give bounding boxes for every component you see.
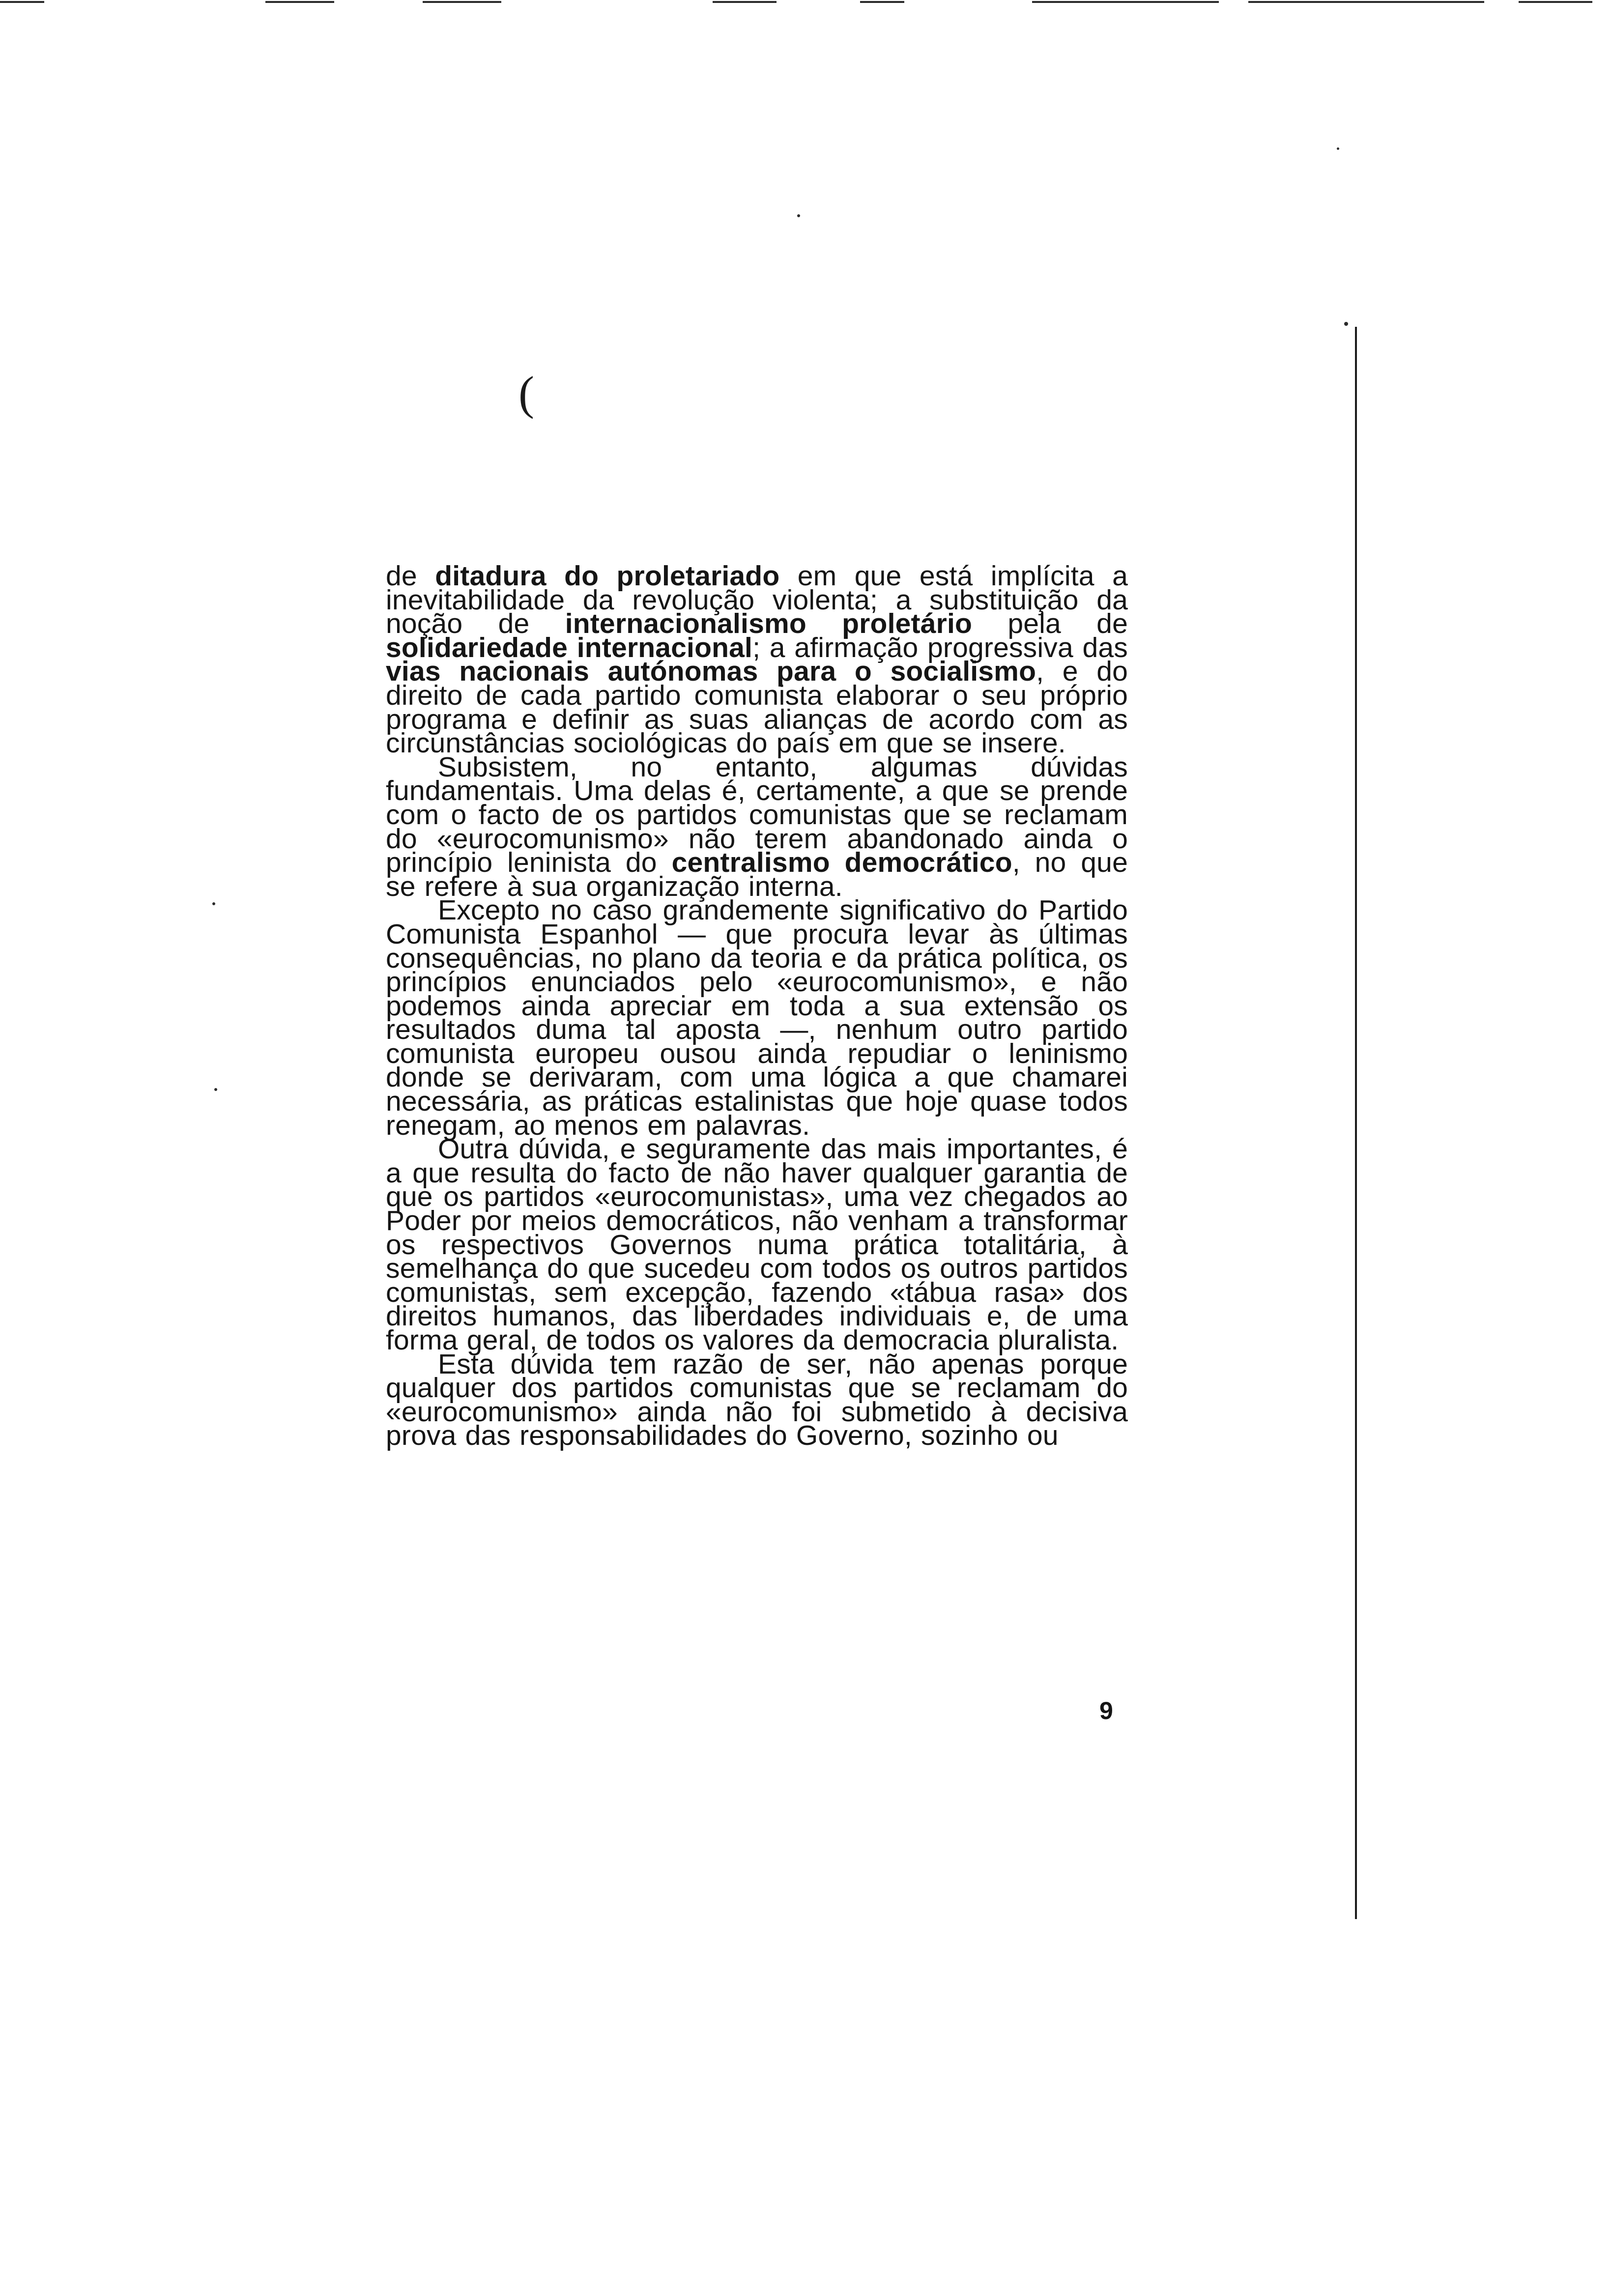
margin-mark: (: [518, 367, 534, 419]
text-run: , no que se refere à sua organização interna.: [386, 847, 1128, 902]
paragraph: [386, 1133, 1128, 1356]
body-text: [386, 560, 1128, 1452]
bold-term: centralismo democrático: [671, 847, 1012, 879]
bold-term: ditadura do proletariado: [435, 560, 780, 592]
paragraph: [386, 1348, 1128, 1452]
scan-margin-rule: [1355, 327, 1357, 1919]
text-run: ; a afirmação progressiva das: [752, 631, 1128, 663]
bold-term: solidariedade internacional: [386, 631, 753, 663]
text-run: Excepto no caso grandemente significativo do Partido Comunista Espanhol — que procura levar às últimas consequências, no plano da teoria e da prática política, os princípios enunciados pelo «eurocomunismo», e não podemos ainda apreciar em toda a sua extensão os resultados duma tal aposta —, nenhum outro partido comunista europeu ousou ainda repudiar o leninismo donde se derivaram, com uma lógica a que chamarei necessária, as práticas estalinistas que hoje quase todos renegam, ao menos em palavras.: [386, 894, 1128, 1141]
text-run: Esta dúvida tem razão de ser, não apenas porque qualquer dos partidos comunistas que se reclamam do «eurocomunismo» ainda não foi submetido à decisiva prova das responsabilidades do Governo, sozinho ou: [386, 1348, 1128, 1452]
scan-speck: [212, 902, 215, 905]
page-number: 9: [1099, 1697, 1113, 1724]
paragraph: [386, 560, 1128, 759]
bold-term: internacionalismo proletário: [565, 608, 973, 640]
text-run: em que está implícita a inevitabilidade da revolução violenta; a substituição da noção de: [386, 560, 1128, 640]
text-run: , e do direito de cada partido comunista elaborar o seu próprio programa e definir as suas alianças de acordo com as circunstâncias sociológicas do país em que se insere.: [386, 656, 1128, 759]
bold-term: vias nacionais autónomas para o socialismo: [386, 656, 1036, 688]
text-run: Subsistem, no entanto, algumas dúvidas fundamentais. Uma delas é, certamente, a que se prende com o facto de os partidos comunistas que se reclamam do «eurocomunismo» não terem abandonado ainda o princípio leninista do: [386, 751, 1128, 879]
scan-speck: [1344, 322, 1348, 326]
scan-speck: [1337, 147, 1339, 150]
paragraph: [386, 751, 1128, 902]
text-run: de: [386, 560, 435, 592]
scan-edge-top: [0, 0, 1612, 4]
scan-speck: [214, 1088, 217, 1091]
text-run: pela de: [972, 608, 1128, 640]
text-run: Outra dúvida, e seguramente das mais importantes, é a que resulta do facto de não haver qualquer garantia de que os partidos «eurocomunistas», uma vez chegados ao Poder por meios democráticos, não venham a transformar os respectivos Governos numa prática totalitária, à semelhança do que sucedeu com todos os outros partidos comunistas, sem excepção, fazendo «tábua rasa» dos direitos humanos, das liberdades individuais e, de uma forma geral, de todos os valores da democracia pluralista.: [386, 1133, 1128, 1356]
scan-speck: [797, 214, 800, 217]
paragraph: [386, 894, 1128, 1141]
